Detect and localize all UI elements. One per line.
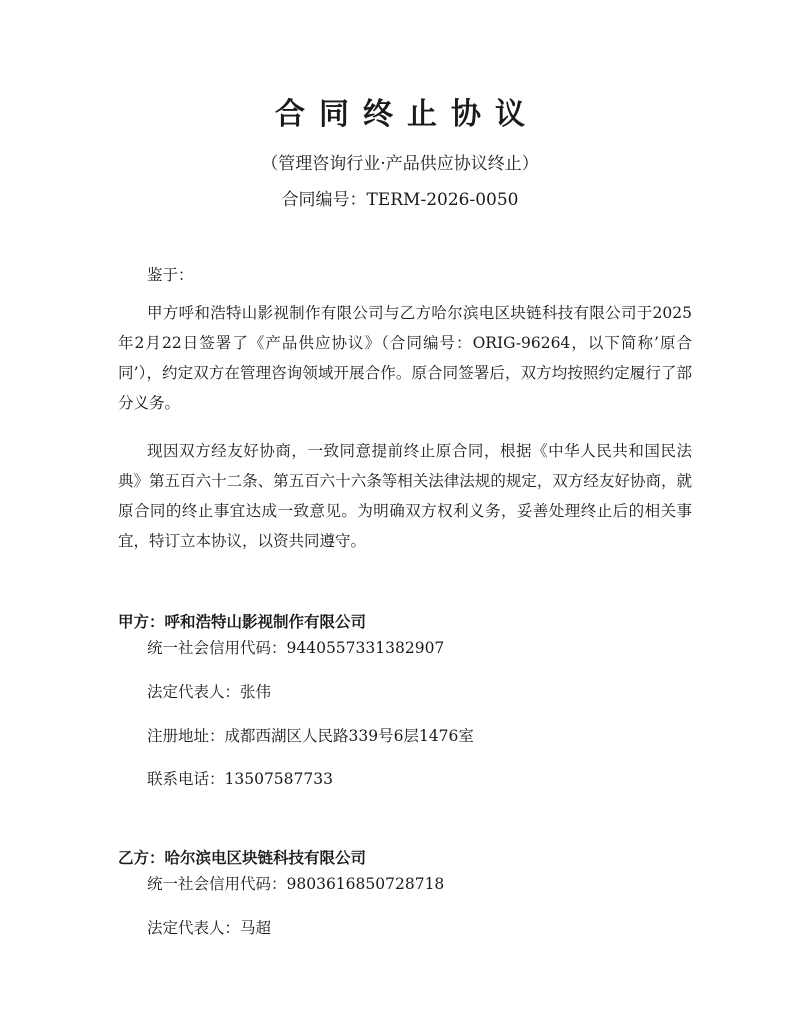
recital-paragraph-2: 现因双方经友好协商，一致同意提前终止原合同，根据《中华人民共和国民法典》第五百六十二条、第五百六十六条等相关法律法规的规定，双方经友好协商，就原合同的终止事宜达成一致意见。为明确双方权利义务，妥善处理终止后的相关事宜，特订立本协议，以资共同遵守。 xyxy=(118,442,692,550)
party-b-heading: 乙方：哈尔滨电区块链科技有限公司 xyxy=(118,849,367,867)
recital-paragraph-1: 甲方呼和浩特山影视制作有限公司与乙方哈尔滨电区块链科技有限公司于2025年2月22日签署了《产品供应协议》（合同编号：ORIG-96264，以下简称’原合同’），约定双方在管理咨询领域开展合作。原合同签署后，双方均按照约定履行了部分义务。 xyxy=(118,304,692,412)
party-b-legal-rep: 法定代表人：马超 xyxy=(147,919,272,937)
document-title: 合同终止协议 xyxy=(275,97,539,132)
contract-number-label: 合同编号： xyxy=(281,190,367,210)
party-b-credit-code: 统一社会信用代码：9803616850728718 xyxy=(147,875,445,893)
party-a-heading: 甲方：呼和浩特山影视制作有限公司 xyxy=(118,613,367,631)
contract-number xyxy=(0,188,800,212)
document-subtitle: （管理咨询行业·产品供应协议终止） xyxy=(261,154,539,174)
party-a-credit-code: 统一社会信用代码：9440557331382907 xyxy=(147,639,445,657)
contract-number-value: TERM-2026-0050 xyxy=(366,190,519,210)
greeting-line: 鉴于： xyxy=(147,266,194,284)
party-a-phone: 联系电话：13507587733 xyxy=(147,770,333,788)
party-a-address: 注册地址：成都西湖区人民路339号6层1476室 xyxy=(147,727,474,745)
party-a-legal-rep: 法定代表人：张伟 xyxy=(147,683,272,701)
